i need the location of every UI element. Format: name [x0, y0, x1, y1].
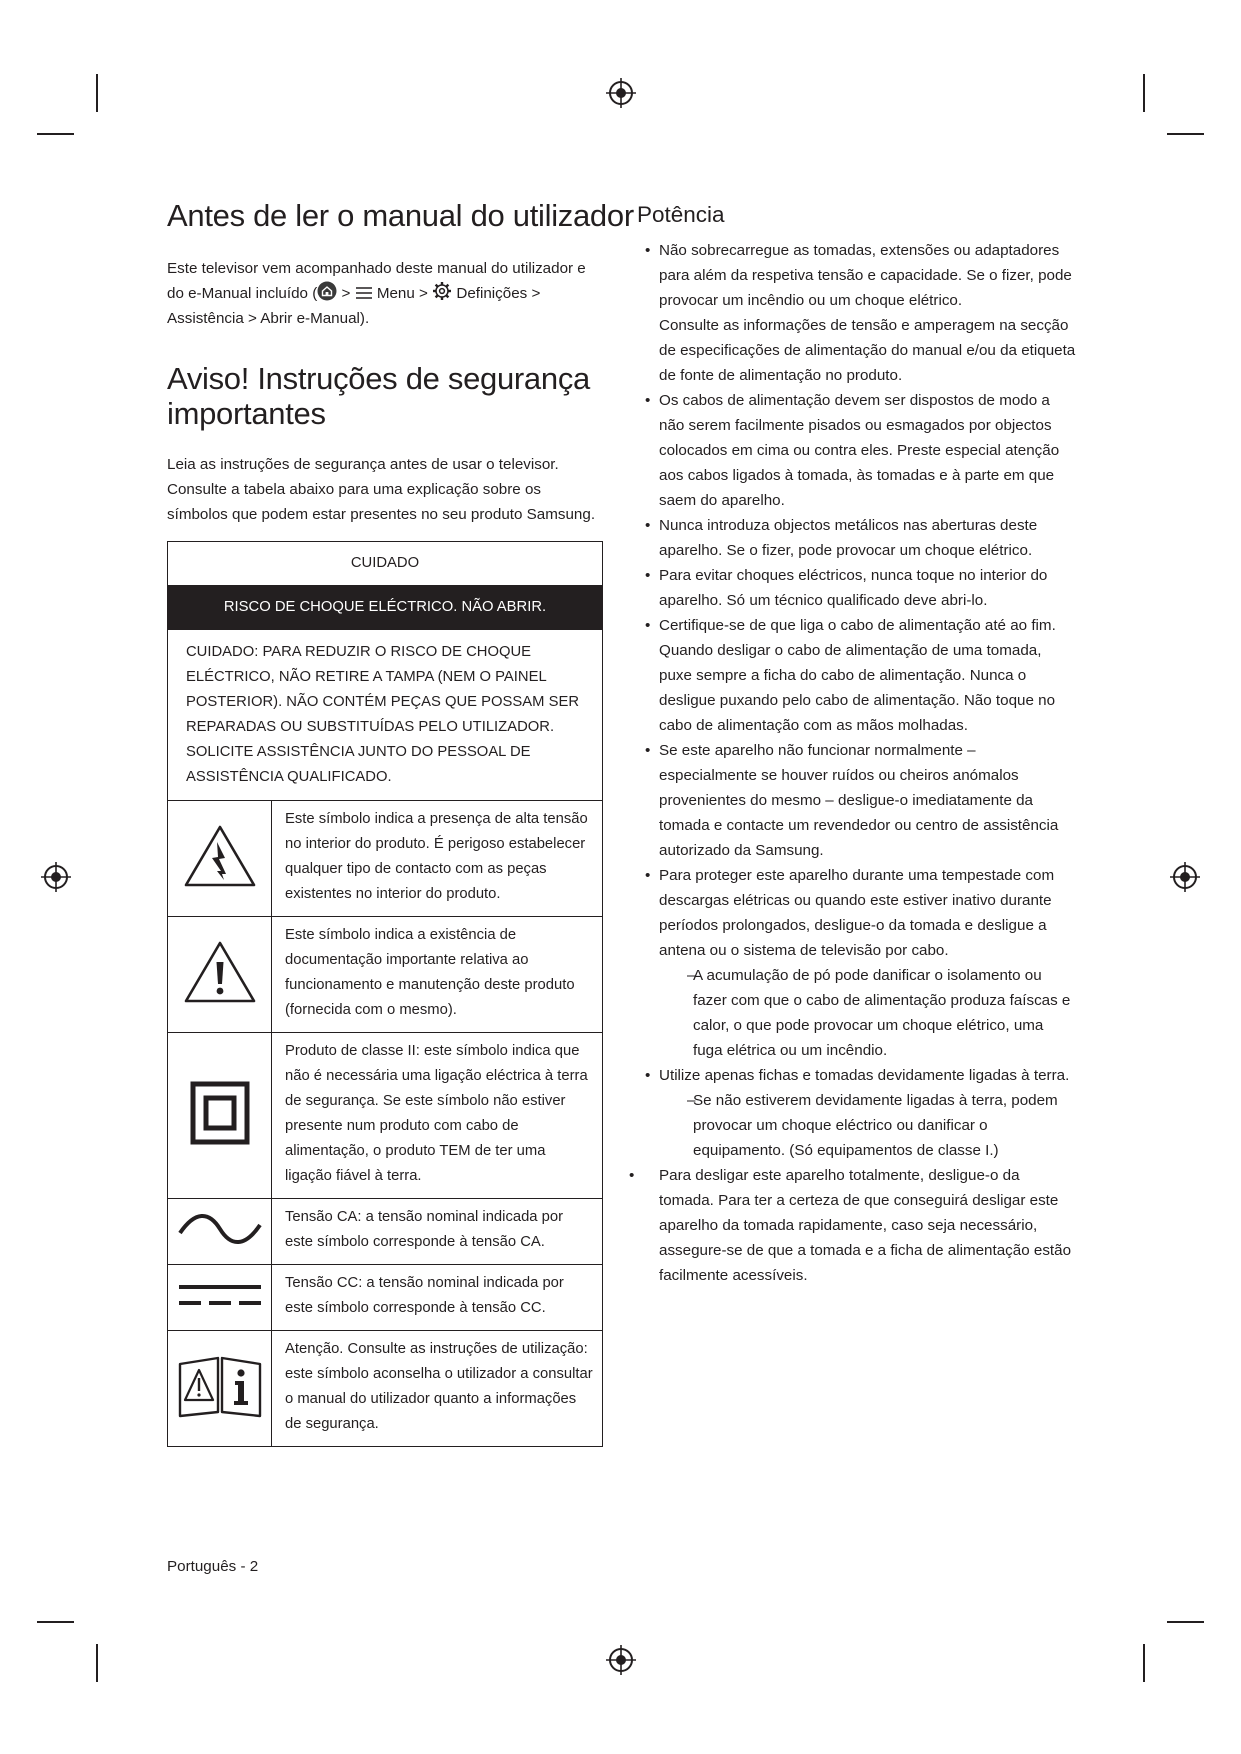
- sub-note-text: – A acumulação de pó pode danificar o isolamento ou fazer com que o cabo de alimentação produza faíscas e calor, o que pode provocar um choque elétrico, uma fuga elétrica ou um incêndio.: [673, 963, 1077, 1063]
- caution-header: CUIDADO: [168, 541, 603, 585]
- symbol-description: Produto de classe II: este símbolo indica que não é necessária uma ligação eléctrica à terra de segurança. Se este símbolo não estiver presente num produto com cabo de alimentação, o produto TEM de ter uma ligação fiável à terra.: [272, 1032, 603, 1198]
- symbol-cell: [168, 1264, 272, 1330]
- list-item: [637, 738, 1077, 863]
- registration-mark-icon: [1170, 862, 1200, 892]
- consult-manual-icon: [176, 1354, 264, 1418]
- bullet-extra-text: Consulte as informações de tensão e amperagem na secção de especificações de alimentação do manual e/ou da etiqueta de fonte de alimentação no produto.: [659, 317, 1076, 384]
- page-number: Português - 2: [167, 1558, 259, 1575]
- home-icon: [317, 281, 337, 301]
- intro-settings-path: Definições > Assistência > Abrir e-Manual: [167, 284, 541, 327]
- list-item: [637, 388, 1077, 513]
- crop-mark: [37, 133, 74, 135]
- list-item: [637, 563, 1077, 613]
- intro-menu-label: Menu >: [372, 284, 433, 302]
- symbol-description: Tensão CA: a tensão nominal indicada por este símbolo corresponde à tensão CA.: [272, 1198, 603, 1264]
- list-item: [637, 513, 1077, 563]
- power-bullet-list: [637, 238, 1077, 1288]
- bullet-text: Para proteger este aparelho durante uma tempestade com descargas elétricas ou quando este estiver inativo durante períodos prolongados, desligue-o da tomada e desligue a antena ou o sistema de televisão por cabo.: [659, 867, 1055, 959]
- bullet-text: Certifique-se de que liga o cabo de alimentação até ao fim. Quando desligar o cabo de alimentação de uma tomada, puxe sempre a ficha do cabo de alimentação. Nunca o desligue puxando pelo cabo de alimentação. Não toque no cabo de alimentação com as mãos molhadas.: [659, 617, 1056, 734]
- registration-mark-icon: [606, 1645, 636, 1675]
- ac-voltage-icon: [177, 1209, 263, 1249]
- safety-intro-paragraph: Leia as instruções de segurança antes de usar o televisor. Consulte a tabela abaixo para uma explicação sobre os símbolos que podem estar presentes no seu produto Samsung.: [167, 455, 596, 523]
- table-row: [168, 1198, 603, 1264]
- table-row: [168, 1032, 603, 1198]
- list-item: [637, 1063, 1077, 1163]
- symbol-cell: [168, 1198, 272, 1264]
- intro-paragraph: [167, 256, 603, 331]
- intro-text: Este televisor vem acompanhado deste manual do utilizador e do e-Manual incluído (: [167, 259, 586, 302]
- sub-note: [659, 963, 1077, 1063]
- bullet-text: Não sobrecarregue as tomadas, extensões ou adaptadores para além da respetiva tensão e capacidade. Se o fizer, pode provocar um incêndio ou um choque elétrico.: [659, 242, 1072, 309]
- high-voltage-warning-icon: [183, 824, 257, 888]
- sub-note-text: – Se não estiverem devidamente ligadas à terra, podem provocar um choque eléctrico ou danificar o equipamento. (Só equipamentos de classe I.): [673, 1088, 1077, 1163]
- right-column: [637, 198, 1077, 1288]
- bullet-text: Nunca introduza objectos metálicos nas aberturas deste aparelho. Se o fizer, pode provocar um choque elétrico.: [659, 517, 1038, 559]
- table-row: [168, 916, 603, 1032]
- crop-mark: [1167, 133, 1204, 135]
- table-row: [168, 1330, 603, 1446]
- crop-mark: [1143, 1644, 1145, 1682]
- symbol-description: Este símbolo indica a existência de documentação importante relativa ao funcionamento e manutenção deste produto (fornecida com o mesmo).: [272, 916, 603, 1032]
- risk-banner: RISCO DE CHOQUE ELÉCTRICO. NÃO ABRIR.: [168, 585, 603, 629]
- table-row: [168, 1264, 603, 1330]
- bullet-text: Utilize apenas fichas e tomadas devidamente ligadas à terra.: [659, 1067, 1070, 1084]
- intro-end: ).: [359, 309, 370, 327]
- menu-icon: [355, 285, 373, 301]
- gear-icon: [432, 281, 452, 301]
- left-column: [167, 198, 634, 1447]
- power-section-heading: Potência: [637, 202, 725, 227]
- intro-separator: >: [337, 284, 355, 302]
- symbol-cell: [168, 800, 272, 916]
- sub-note: [659, 1088, 1077, 1163]
- crop-mark: [37, 1621, 74, 1623]
- list-item: [637, 863, 1077, 1063]
- symbol-description: Este símbolo indica a presença de alta tensão no interior do produto. É perigoso estabelecer qualquer tipo de contacto com as peças existentes no interior do produto.: [272, 800, 603, 916]
- crop-mark: [96, 1644, 98, 1682]
- caution-text: CUIDADO: PARA REDUZIR O RISCO DE CHOQUE ELÉCTRICO, NÃO RETIRE A TAMPA (NEM O PAINEL POSTERIOR). NÃO CONTÉM PEÇAS QUE POSSAM SER REPARADAS OU SUBSTITUÍDAS PELO UTILIZADOR. SOLICITE ASSISTÊNCIA JUNTO DO PESSOAL DE ASSISTÊNCIA QUALIFICADO.: [168, 629, 603, 800]
- crop-mark: [1143, 74, 1145, 112]
- dc-voltage-icon: [177, 1280, 263, 1310]
- symbol-cell: [168, 916, 272, 1032]
- symbol-description: Atenção. Consulte as instruções de utilização: este símbolo aconselha o utilizador a consultar o manual do utilizador quanto a informações de segurança.: [272, 1330, 603, 1446]
- symbol-description: Tensão CC: a tensão nominal indicada por este símbolo corresponde à tensão CC.: [272, 1264, 603, 1330]
- registration-mark-icon: [606, 78, 636, 108]
- list-item: [637, 1163, 1077, 1288]
- crop-mark: [1167, 1621, 1204, 1623]
- bullet-text: Para desligar este aparelho totalmente, desligue-o da tomada. Para ter a certeza de que conseguirá desligar este aparelho da tomada rapidamente, caso seja necessário, assegure-se de que a tomada e a ficha de alimentação estão facilmente acessíveis.: [659, 1167, 1072, 1284]
- safety-heading: Aviso! Instruções de segurança importantes: [167, 360, 590, 432]
- crop-mark: [96, 74, 98, 112]
- bullet-text: Para evitar choques eléctricos, nunca toque no interior do aparelho. Só um técnico qualificado deve abri-lo.: [659, 567, 1048, 609]
- table-row: [168, 800, 603, 916]
- class-ii-double-square-icon: [190, 1081, 250, 1145]
- symbol-cell: [168, 1330, 272, 1446]
- safety-symbols-table: [167, 541, 603, 1447]
- bullet-text: Se este aparelho não funcionar normalmente – especialmente se houver ruídos ou cheiros anómalos provenientes do mesmo – desligue-o imediatamente da tomada e contacte um revendedor ou centro de assistência autorizado da Samsung.: [659, 742, 1059, 859]
- list-item: [637, 613, 1077, 738]
- page-title: Antes de ler o manual do utilizador: [167, 198, 634, 233]
- bullet-text: Os cabos de alimentação devem ser dispostos de modo a não serem facilmente pisados ou esmagados por objectos colocados em cima ou contra eles. Preste especial atenção aos cabos ligados à tomada, às tomadas e à parte em que saem do aparelho.: [659, 392, 1060, 509]
- exclamation-warning-icon: [183, 940, 257, 1004]
- registration-mark-icon: [41, 862, 71, 892]
- list-item: [637, 238, 1077, 388]
- symbol-cell: [168, 1032, 272, 1198]
